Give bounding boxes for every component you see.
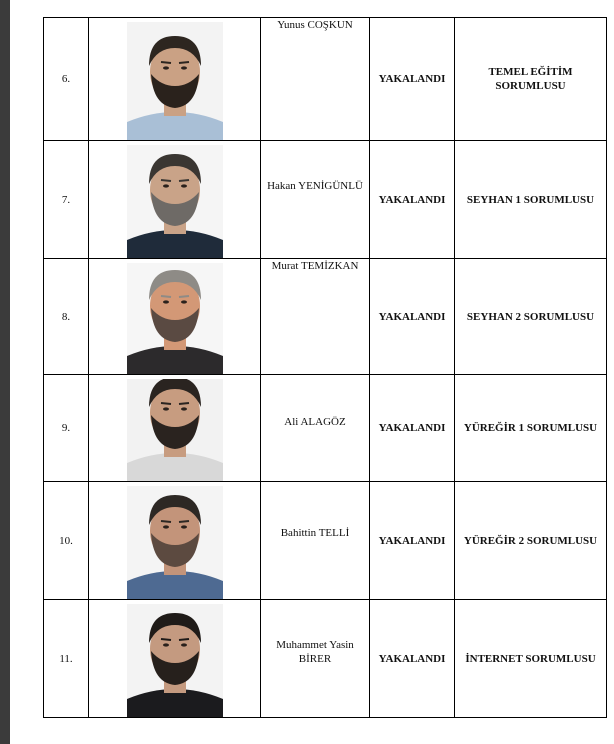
right-brow [179,180,189,181]
portrait-svg [127,263,223,374]
photo-cell [89,375,261,482]
portrait-photo [127,145,223,258]
suspect-table [43,17,607,718]
portrait-photo [127,379,223,481]
row-number: 9. [44,375,89,482]
portrait-svg [127,379,223,481]
photo-cell [89,600,261,718]
role-text: SEYHAN 1 SORUMLUSU [455,141,607,259]
right-brow [179,62,189,63]
left-brow [161,296,171,297]
row-number: 11. [44,600,89,718]
table-body [44,18,607,718]
table-row [44,600,607,718]
left-eye [163,407,169,410]
left-brow [161,403,171,404]
portrait-photo [127,486,223,599]
portrait-svg [127,604,223,717]
right-eye [181,525,187,528]
left-brow [161,639,171,640]
portrait-photo [127,22,223,140]
left-brow [161,180,171,181]
table-row [44,141,607,259]
role-text: SEYHAN 2 SORUMLUSU [455,259,607,375]
status-text: YAKALANDI [370,600,455,718]
left-brow [161,521,171,522]
right-brow [179,403,189,404]
status-text: YAKALANDI [370,259,455,375]
left-brow [161,62,171,63]
right-eye [181,66,187,69]
left-eye [163,300,169,303]
photo-cell [89,141,261,259]
left-eye [163,184,169,187]
status-text: YAKALANDI [370,18,455,141]
portrait-svg [127,486,223,599]
right-eye [181,300,187,303]
person-name: Bahittin TELLİ [261,482,370,600]
role-text: YÜREĞİR 2 SORUMLUSU [455,482,607,600]
row-number: 10. [44,482,89,600]
row-number: 6. [44,18,89,141]
left-eye [163,525,169,528]
row-number: 8. [44,259,89,375]
photo-cell [89,482,261,600]
portrait-svg [127,145,223,258]
portrait-photo [127,604,223,717]
row-number: 7. [44,141,89,259]
portrait-photo [127,263,223,374]
status-text: YAKALANDI [370,482,455,600]
right-brow [179,296,189,297]
role-text: İNTERNET SORUMLUSU [455,600,607,718]
right-eye [181,643,187,646]
table-row [44,375,607,482]
right-eye [181,407,187,410]
person-name: Muhammet Yasin BİRER [261,600,370,718]
status-text: YAKALANDI [370,375,455,482]
role-text: TEMEL EĞİTİM SORUMLUSU [455,18,607,141]
right-brow [179,521,189,522]
right-eye [181,184,187,187]
photo-cell [89,18,261,141]
photo-cell [89,259,261,375]
left-eye [163,66,169,69]
person-name: Ali ALAGÖZ [261,375,370,482]
status-text: YAKALANDI [370,141,455,259]
left-viewer-edge [0,0,10,744]
role-text: YÜREĞİR 1 SORUMLUSU [455,375,607,482]
table-row [44,18,607,141]
person-name: Murat TEMİZKAN [261,259,370,375]
table-row [44,482,607,600]
left-eye [163,643,169,646]
table-row [44,259,607,375]
person-name: Yunus COŞKUN [261,18,370,141]
person-name: Hakan YENİGÜNLÜ [261,141,370,259]
portrait-svg [127,22,223,140]
right-brow [179,639,189,640]
